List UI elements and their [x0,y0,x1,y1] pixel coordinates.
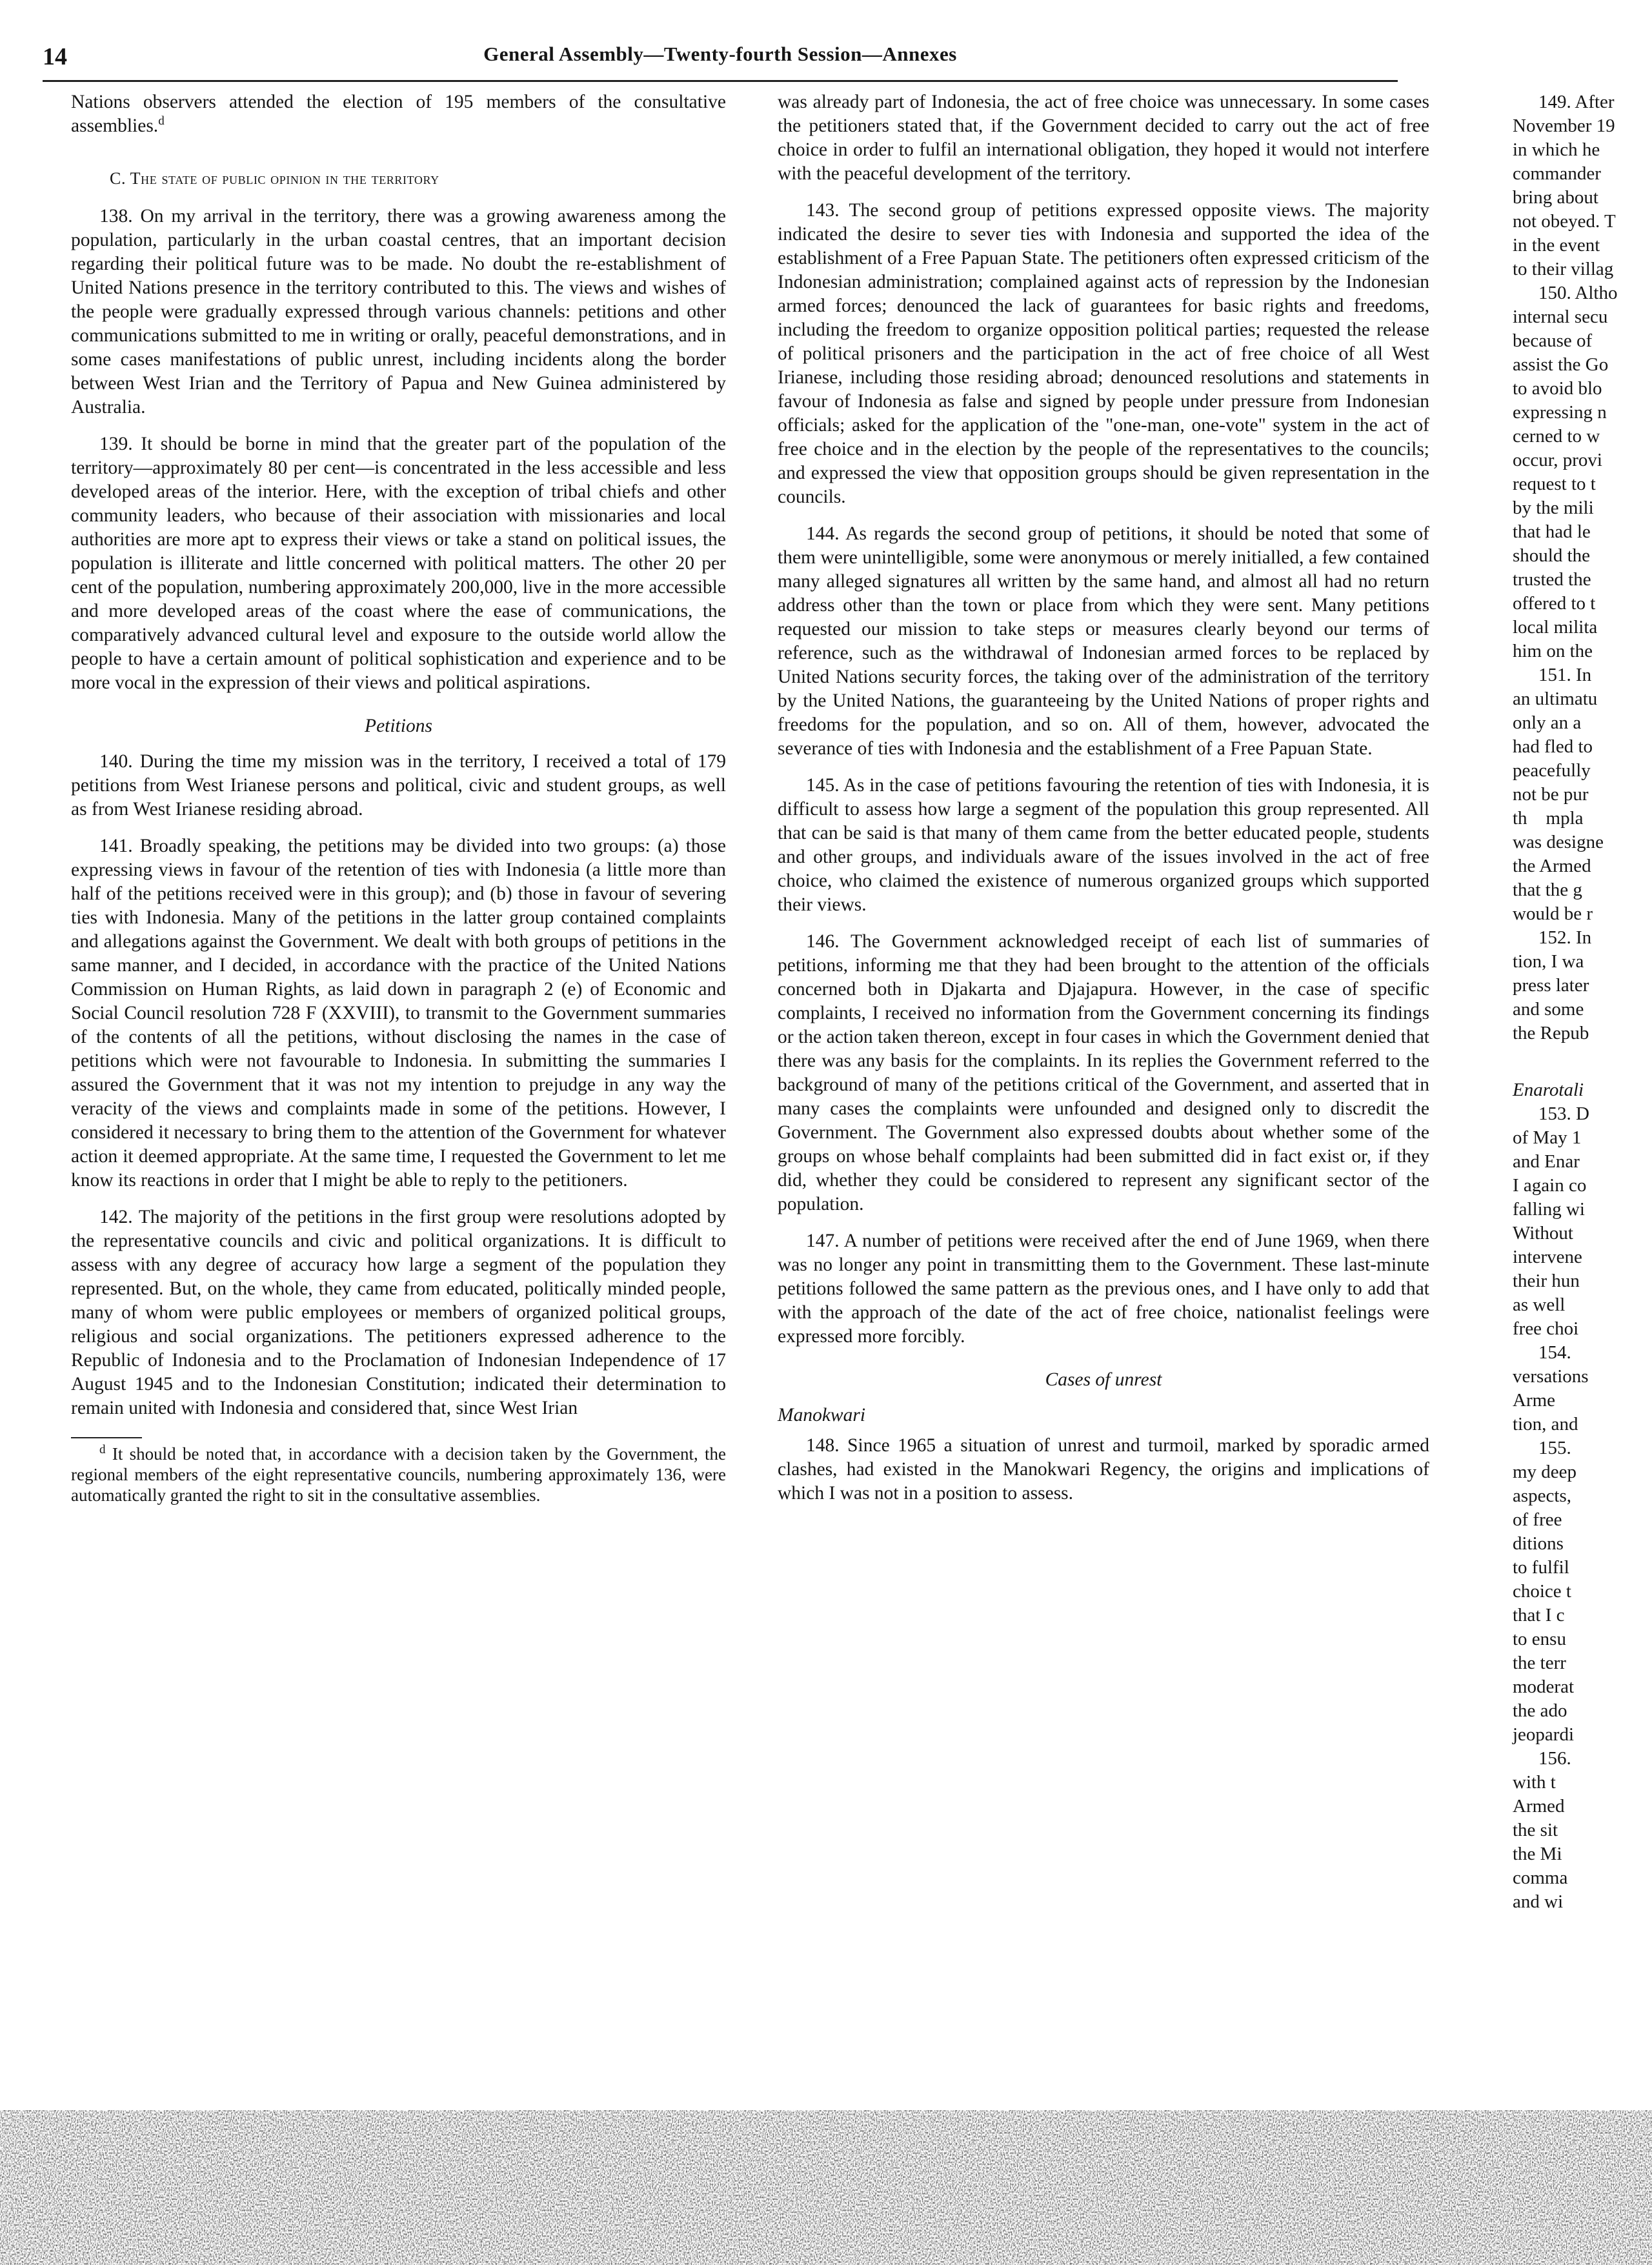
right-column-line: peacefully [1513,760,1591,781]
right-column-line: not obeyed. T [1513,211,1616,232]
right-column-line: bring about [1513,187,1598,208]
right-column-line: the terr [1513,1653,1566,1673]
paragraph-147: 147. A number of petitions were received after the end of June 1969, when there was no longer any point in transmitting them to the Government. These last-minute petitions followed the same pattern as the previous ones, and I have only to add that with the approach of the date of the act of free choice, nationalist feelings were expressed more forcibly. [778,1231,1429,1347]
paragraph-141: 141. Broadly speaking, the petitions may be divided into two groups: (a) those expressing views in favour of the retention of ties with Indonesia (a little more than half of the petitions received were in this group); and (b) those in favour of severing ties with Indonesia. Many of the petitions in the latter group contained complaints and allegations against the Government. We dealt with both groups of petitions in the same manner, and I decided, in accordance with the practice of the United Nations Commission on Human Rights, as laid down in paragraph 2 (e) of Economic and Social Council resolution 728 F (XXVIII), to transmit to the Government summaries of the contents of all the petitions, without disclosing the names in the case of petitions which were not favourable to Indonesia. In submitting the summaries I assured the Government that it was not my intention to prejudge in any way the veracity of the views and complaints made in some of the petitions. However, I considered it necessary to bring them to the attention of the Government for whatever action it deemed appropriate. At the same time, I requested the Government to let me know its reactions in order that I might be able to reply to the petitioners. [71,836,726,1191]
right-column-line: 153. D [1538,1103,1589,1124]
footnote-rule [71,1437,142,1438]
right-column-line: the Mi [1513,1844,1562,1864]
right-column-line: tion, I wa [1513,951,1584,972]
right-column-line: 155. [1538,1438,1571,1458]
right-column-line: to ensu [1513,1629,1566,1649]
right-column-line: ditions [1513,1533,1564,1554]
right-column-fragment [1484,90,1652,1914]
page-number: 14 [43,43,67,70]
right-column-line: versations [1513,1366,1589,1387]
right-column-line: th mpla [1513,808,1584,829]
right-column-line: Arme [1513,1390,1556,1411]
right-column-line: moderat [1513,1676,1575,1697]
right-column-line: local milita [1513,617,1598,638]
right-column-line: as well [1513,1294,1566,1315]
right-column-line: by the mili [1513,498,1594,518]
right-column-line: my deep [1513,1462,1577,1482]
right-column-line: expressing n [1513,402,1607,423]
right-column-line: cerned to w [1513,426,1600,447]
right-column-line: an ultimatu [1513,689,1598,709]
right-column-line: assist the Go [1513,354,1609,375]
right-column-line: jeopardi [1513,1724,1575,1745]
right-column-line: offered to t [1513,593,1596,614]
right-column-line: and wi [1513,1891,1564,1912]
right-column-line: that had le [1513,521,1591,542]
paragraph-146: 146. The Government acknowledged receipt of each list of summaries of petitions, informing me that they had been brought to the attention of the officials concerned both in Djakarta and Djajapura. However, in the case of specific complaints, I received no information from the Government concerning its findings or the action taken thereon, except in four cases in which the Government denied that there was any basis for the complaints. In its replies the Government referred to the background of many of the petitions critical of the Government, and asserted that in many cases the complaints were unfounded and designed only to discredit the Government. The Government also expressed doubts about whether some of the groups on whose behalf complaints had been submitted did in fact exist or, if they did, whether they could be considered to represent any significant sector of the population. [778,931,1429,1214]
right-column-line: trusted the [1513,569,1591,590]
right-column-line: had fled to [1513,736,1593,757]
paragraph-143: 143. The second group of petitions expressed opposite views. The majority indicated the desire to sever ties with Indonesia and supported the idea of the establishment of a Free Papuan State. The petitioners often expressed criticism of the Indonesian administration; complained against acts of repression by the Indonesian armed forces; denounced the lack of guarantees for basic rights and freedoms, including the freedom to organize opposition political parties; requested the release of political prisoners and the participation in the act of free choice of all West Irianese, including those residing abroad; denounced resolutions and statements in favour of Indonesia as false and signed by people under pressure from Indonesian officials; asked for the application of the "one-man, one-vote" system in the act of free choice and in the election by the people of the representatives to the councils; and expressed the view that opposition groups should be given representation in the councils. [778,200,1429,507]
footnote: $^d$ It should be noted that, in accordance with a decision taken by the Government, the regional members of the eight representative councils, numbering approximately 136, were automatically granted the right to sit in the consultative assemblies. [71,1443,727,1505]
paragraph-142: 142. The majority of the petitions in the first group were resolutions adopted by the representative councils and civic and political organizations. It is difficult to assess with any degree of accuracy how large a segment of the population they represented. But, on the whole, they came from educated, politically minded people, many of whom were public employees or members of organized political groups, religious and social organizations. The petitioners expressed adherence to the Republic of Indonesia and to the Proclamation of Indonesian Independence of 17 August 1945 and to the Indonesian Constitution; indicated their determination to remain united with Indonesia and considered that, since West Irian [71,1207,726,1418]
right-column-line: the ado [1513,1700,1567,1721]
right-column-line: of free [1513,1509,1562,1530]
right-column-line: of May 1 [1513,1127,1582,1148]
right-column-line: Without [1513,1223,1573,1243]
running-title: General Assembly—Twenty-fourth Session—Annexes [483,43,957,65]
right-column-line: choice t [1513,1581,1571,1602]
right-column-line: 150. Altho [1538,283,1618,303]
right-column-line: tion, and [1513,1414,1578,1434]
right-column-line: I again co [1513,1175,1587,1196]
right-column-line: should the [1513,545,1591,566]
right-column-line: comma [1513,1867,1568,1888]
paragraph-148: 148. Since 1965 a situation of unrest and turmoil, marked by sporadic armed clashes, had existed in the Manokwari Regency, the origins and implications of which I was not in a position to assess. [778,1435,1429,1504]
right-column-line: would be r [1513,903,1593,924]
right-column-line [1484,1045,1652,1069]
right-column-line: him on the [1513,641,1593,661]
right-column-line: the sit [1513,1820,1558,1840]
right-column-line: occur, provi [1513,450,1602,470]
right-column-line: in the event [1513,235,1600,256]
left-column [71,90,726,1518]
paragraph-145: 145. As in the case of petitions favouring the retention of ties with Indonesia, it is difficult to assess how large a segment of the population this group represented. All that can be said is that many of them came from the better educated people, students and other groups, and individuals aware of the issues involved in the act of free choice, who claimed the existence of numerous organized groups which supported their views. [778,775,1429,915]
right-column-line: with t [1513,1772,1556,1793]
right-column-line: press later [1513,975,1589,996]
right-column-line: free choi [1513,1318,1579,1339]
right-column-line: was designe [1513,832,1604,852]
right-column-line: aspects, [1513,1485,1571,1506]
right-column-line: 151. In [1538,665,1592,685]
right-column-line: and some [1513,999,1584,1020]
right-column-line: because of [1513,330,1593,351]
header-rule [43,80,1398,82]
right-column-line: not be pur [1513,784,1589,805]
paragraph-138: 138. On my arrival in the territory, there was a growing awareness among the population, particularly in the urban coastal centres, that an important decision regarding their political future was to be made. No doubt the re-establishment of United Nations presence in the territory contributed to this. The views and wishes of the people were gradually expressed through various channels: petitions and other communications submitted to me in writing or orally, peaceful demonstrations, and in some cases manifestations of public unrest, including incidents along the border between West Irian and the Territory of Papua and New Guinea administered by Australia. [71,206,726,418]
subheading-cases-of-unrest: Cases of unrest [1045,1369,1162,1390]
right-column-line: to avoid blo [1513,378,1602,399]
right-column-line: and Enar [1513,1151,1580,1172]
noise-texture [0,2110,1652,2265]
right-column-line: November 19 [1513,116,1615,136]
right-column-line: only an a [1513,712,1582,733]
right-column-line: falling wi [1513,1199,1585,1220]
subheading-manokwari: Manokwari [778,1405,866,1425]
right-column-line: intervene [1513,1247,1582,1267]
intro-paragraph: Nations observers attended the election of 195 members of the consultative assemblies.$^d$ [71,92,726,136]
right-column-line: that I c [1513,1605,1565,1626]
middle-column [778,90,1429,1518]
right-column-line: the Repub [1513,1023,1589,1043]
scan-noise-band [0,2110,1652,2265]
paragraph-144: 144. As regards the second group of petitions, it should be noted that some of them were unintelligible, some were anonymous or merely initialled, a few contained many alleged signatures all written by the same hand, and almost all had no return address other than the town or place from which they were sent. Many petitions requested our mission to take steps or measures clearly beyond our terms of reference, such as the withdrawal of Indonesian armed forces to be replaced by United Nations security forces, the taking over of the administration of the territory by the United Nations, the guaranteeing by the United Nations of proper rights and freedoms for the population, and so on. All of them, however, advocated the severance of ties with Indonesia and the establishment of a Free Papuan State. [778,523,1429,759]
paragraph-139: 139. It should be borne in mind that the greater part of the population of the territory—approximately 80 per cent—is concentrated in the less accessible and less developed areas of the interior. Here, with the exception of tribal chiefs and other community leaders, who because of their association with missionaries and local authorities are more apt to express their views or take a stand on political issues, the population is illiterate and little concerned with political matters. The other 20 per cent of the population, numbering approximately 200,000, live in the more accessible and more developed areas of the coast where the ease of communications, the comparatively advanced cultural level and exposure to the outside world allow the people to have a certain amount of political sophistication and experience and to be more vocal in the expression of their views and political aspirations. [71,434,726,693]
footnote-mark: d [99,1443,106,1456]
right-column-line: 152. In [1538,927,1592,948]
right-column-line: their hun [1513,1271,1580,1291]
right-column-line: 154. [1538,1342,1571,1363]
right-column-line: in which he [1513,139,1600,160]
right-column-line: to fulfil [1513,1557,1569,1578]
right-column-line: commander [1513,163,1601,184]
right-column-line: the Armed [1513,856,1591,876]
right-column-line: to their villag [1513,259,1614,279]
right-column-line: Enarotali [1513,1080,1584,1100]
right-column-line: request to t [1513,474,1596,494]
subheading-petitions: Petitions [365,716,432,736]
right-column-line: that the g [1513,880,1582,900]
right-column-line: 149. After [1538,92,1615,112]
footnote-reference: d [158,114,165,128]
paragraph-142-continued: was already part of Indonesia, the act of free choice was unnecessary. In some cases the petitioners stated that, if the Government decided to carry out the act of free choice in order to fulfil an international obligation, they hoped it would not interfere with the peaceful development of the territory. [778,92,1429,184]
right-column-line: 156. [1538,1748,1571,1769]
running-head [43,39,1385,77]
section-heading: C. The state of public opinion in the territory [110,169,439,188]
right-column-line: internal secu [1513,307,1608,327]
right-column-line: Armed [1513,1796,1565,1817]
paragraph-140: 140. During the time my mission was in the territory, I received a total of 179 petitions from West Irianese persons and political, civic and student groups, as well as from West Irianese residing abroad. [71,751,726,820]
